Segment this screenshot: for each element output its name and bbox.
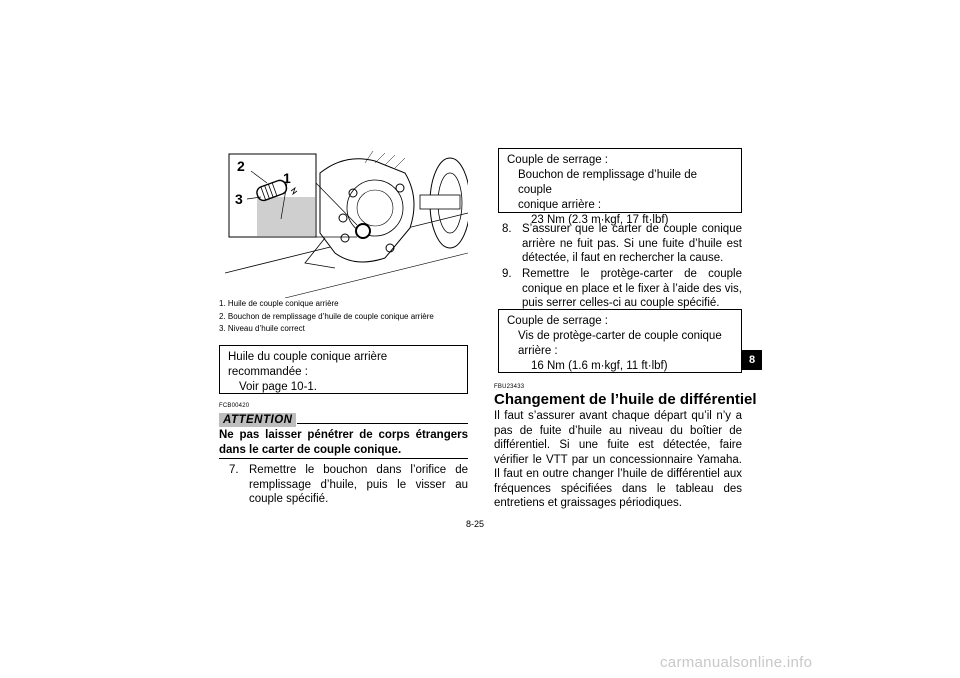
attention-text: Ne pas laisser pénétrer de corps étrangers dans le carter de couple conique. <box>219 429 468 456</box>
oil-box-line: recommandée : <box>228 366 308 378</box>
torque-box-line: conique arrière : <box>518 199 602 211</box>
torque-box-line: Bouchon de remplissage d’huile de couple <box>518 169 698 196</box>
torque-spec-box-2 <box>498 309 742 373</box>
torque-box-line: arrière : <box>518 345 558 357</box>
torque-box-line: 16 Nm (1.6 m·kgf, 11 ft·lbf) <box>531 360 668 372</box>
step-text: S’assurer que le carter de couple conique arrière ne fuit pas. Si une fuite d’huile est détectée, il faut en rechercher la cause. <box>522 223 742 264</box>
section-code: FBU23433 <box>494 384 525 390</box>
figure-label-3: 3 <box>235 191 243 207</box>
chapter-tab: 8 <box>742 350 762 370</box>
step-number: 9. <box>502 268 512 280</box>
figure-label-2: 2 <box>237 158 245 174</box>
differential-illustration <box>225 143 468 298</box>
torque-box-line: Couple de serrage : <box>507 154 609 166</box>
step-8 <box>502 222 742 266</box>
section-heading: Changement de l’huile de différentiel <box>494 391 757 408</box>
torque-box-line: Vis de protège-carter de couple conique <box>518 330 722 342</box>
step-number: 8. <box>502 223 512 235</box>
figure-label-1: 1 <box>283 170 291 186</box>
watermark: carmanualsonline.info <box>660 654 813 671</box>
callout-item: 2. Bouchon de remplissage d’huile de couple conique arrière <box>219 311 434 321</box>
torque-spec-box-1 <box>498 148 742 226</box>
attention-rule <box>297 423 468 424</box>
callout-item: 3. Niveau d’huile correct <box>219 324 305 334</box>
step-text: Remettre le protège-carter de couple conique en place et le fixer à l’aide des vis, puis serrer celles-ci au couple spécifié. <box>522 268 742 309</box>
oil-box-line: Voir page 10-1. <box>239 381 318 393</box>
step-number: 7. <box>229 464 239 476</box>
callout-list <box>219 298 479 336</box>
attention-badge: ATTENTION <box>219 413 296 427</box>
step-7 <box>229 463 468 507</box>
recommended-oil-box <box>219 345 468 394</box>
torque-box-line: Couple de serrage : <box>507 315 609 327</box>
section-body: Il faut s’assurer avant chaque départ qu’il n’y a pas de fuite d’huile au niveau du boîtier de différentiel. Si une fuite est détectée, faire vérifier le VTT par un concessionnaire Yamaha. Il faut en outre changer l’huile de différentiel aux fréquences spécifiées dans le tableau des entretiens et graissages périodiques. <box>494 410 742 509</box>
attention-header <box>219 410 468 428</box>
callout-item: 1. Huile de couple conique arrière <box>219 299 339 308</box>
torque-box-line: 23 Nm (2.3 m·kgf, 17 ft·lbf) <box>531 214 669 226</box>
oil-box-line: Huile du couple conique arrière <box>228 351 388 363</box>
attention-bottom-rule <box>219 458 468 459</box>
step-text: Remettre le bouchon dans l’orifice de remplissage d’huile, puis le visser au couple spécifié. <box>249 464 468 505</box>
page-number: 8-25 <box>466 519 485 529</box>
attention-code: FCB00420 <box>219 403 250 409</box>
step-9 <box>502 267 742 311</box>
